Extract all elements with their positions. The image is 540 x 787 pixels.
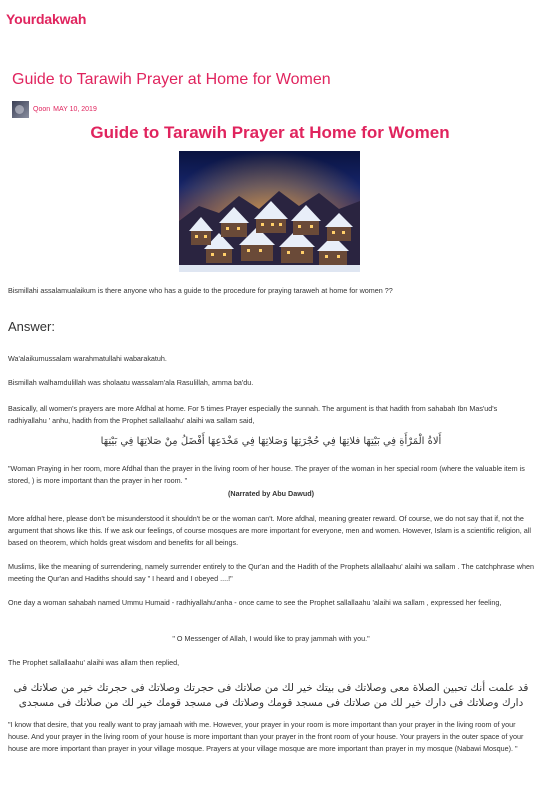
author-name[interactable]: Qoon bbox=[33, 105, 51, 113]
hadith-1-source: (Narrated by Abu Dawud) bbox=[228, 489, 314, 498]
quote-hadith-1: "Woman Praying in her room, more Afdhal than the prayer in the living room of her house. The prayer of the woman in her special room (where the valuable item is stored, ) is more important than the prayer in her room. " bbox=[8, 464, 525, 485]
site-title[interactable]: Yourdakwah bbox=[6, 11, 87, 27]
paragraph-salam: Wa'alaikumussalam warahmatullahi wabarakatuh. bbox=[8, 354, 167, 363]
quote-hadith-2: "I know that desire, that you really want to pray jamaah with me. However, your prayer in your room is more important than your prayer in the living room of your house. And your prayer in the living room of your house is more important than your prayer in the front room of your house. Your prayers in the outer space of your house are more important than prayer in your village mosque. Prayers at your village mosque are more important than prayer in my mosque (Nabawi Mosque). " bbox=[8, 720, 524, 753]
paragraph-ummu-humaid: One day a woman sahabah named Ummu Humaid - radhiyallahu'anha - once came to see the Prophet sallallaahu 'alaihi wa sallam , expressed her feeling, bbox=[8, 598, 502, 607]
paragraph-bismillah: Bismillah walhamdulillah was sholaatu wassalam'ala Rasulillah, amma ba'du. bbox=[8, 378, 254, 387]
article-heading: Guide to Tarawih Prayer at Home for Women bbox=[90, 123, 450, 142]
post-title[interactable]: Guide to Tarawih Prayer at Home for Women bbox=[12, 71, 331, 88]
post-meta bbox=[12, 100, 97, 118]
paragraph-basically: Basically, all women's prayers are more Afdhal at home. For 5 times Prayer especially the sunnah. The argument is that hadith from sahabah Ibn Mas'ud's radhiyallahu ' anhu, hadith from the Prophet sallallaahu' alaihi wa sallam said, bbox=[8, 404, 498, 425]
post-date: MAY 10, 2019 bbox=[53, 105, 97, 113]
arabic-hadith-2: قد علمت أنك تحبين الصلاة معى وصلاتك فى بيتك خير لك من صلاتك فى حجرتك وصلاتك فى حجرتك خير من صلاتك فى دارك وصلاتك فى دارك خير لك من صلاتك فى مسجد قومك وصلاتك فى مسجد قومك خير لك من صلاتك فى مسجدى bbox=[13, 682, 529, 709]
paragraph-afdhal: More afdhal here, please don't be misunderstood it shouldn't be or the woman can't. More afdhal, meaning greater reward. Of course, we do not say that if, not the argument that shows like this. If we ask our feelings, of course mosques are more important for everyone, men and women. However, Islam is a scientific religion, all based on theorem, which holds great wisdom and benefits for all beings. bbox=[8, 514, 531, 547]
author-avatar[interactable] bbox=[12, 101, 29, 118]
answer-heading: Answer: bbox=[8, 319, 55, 334]
paragraph-prophet-replied: The Prophet sallallaahu' alaihi was allam then replied, bbox=[8, 658, 180, 667]
snowy-village-night-image bbox=[179, 151, 360, 272]
meta-text bbox=[33, 106, 97, 113]
quote-ummu-humaid: " O Messenger of Allah, I would like to pray jammah with you." bbox=[172, 634, 370, 643]
question-text: Bismillahi assalamualaikum is there anyone who has a guide to the procedure for praying taraweh at home for women ?? bbox=[8, 286, 393, 295]
paragraph-muslims: Muslims, like the meaning of surrendering, namely surrender entirely to the Qur'an and the Hadith of the Prophets allallaahu' alaihi wa sallam . The catchphrase when meeting the Qur'an and Hadiths should say " I heard and I obeyed ....!" bbox=[8, 562, 534, 583]
arabic-hadith-1: أَلاةُ الْمَرْأَةِ فِي بَيْتِهَا فلاتِهَا فِي حُجْرَتِهَا وَصَلاتِهَا فِي مَخْدَعِهَا أَفْضَلُ مِنْ صَلاتِهَا فِي بَيْتِهَا bbox=[100, 436, 442, 447]
hero-image bbox=[179, 151, 360, 272]
